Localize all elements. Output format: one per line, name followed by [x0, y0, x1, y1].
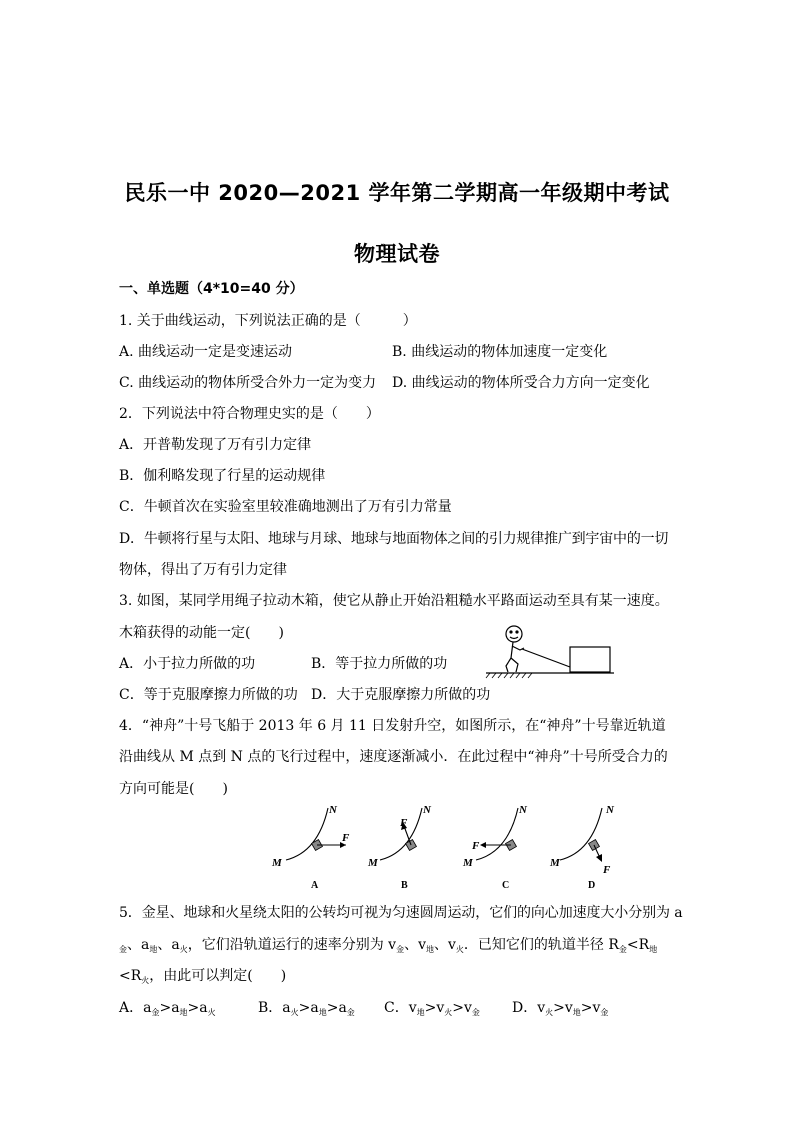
- q5-option-a: A．$a_金>a_地>a_火$: [119, 1000, 216, 1017]
- q5-option-b: B．$a_火>a_地>a_金$: [258, 1000, 355, 1017]
- q5-option-d: D．$v_火>v_地>v_金$: [512, 1000, 609, 1017]
- q4-figure-b: [360, 800, 460, 896]
- point-m-label: M: [368, 857, 378, 869]
- point-n-label: N: [329, 804, 337, 816]
- pulling-box-figure: [482, 620, 617, 682]
- q3-stem-line1: 3. 如图，某同学用绳子拉动木箱，使它从静止开始沿粗糙水平路面运动至具有某一速度。: [119, 593, 669, 609]
- point-n-label: N: [606, 804, 614, 816]
- figure-caption-a: A: [311, 880, 319, 891]
- figure-caption-d: D: [588, 880, 596, 891]
- q1-stem: 1. 关于曲线运动，下列说法正确的是（ ）: [119, 313, 417, 329]
- q2-stem: 2．下列说法中符合物理史实的是（ ）: [119, 406, 380, 422]
- exam-title: 民乐一中 2020—2021 学年第二学期高一年级期中考试: [124, 181, 670, 205]
- q3-option-a: A．小于拉力所做的功: [119, 656, 256, 672]
- q4-stem-line1: 4．“神舟”十号飞船于 2013 年 6 月 11 日发射升空，如图所示，在“神舟”十号靠近轨道: [119, 718, 666, 734]
- point-m-label: M: [550, 857, 560, 869]
- q3-option-b: B．等于拉力所做的功: [311, 656, 448, 672]
- exam-subtitle: 物理试卷: [354, 242, 440, 266]
- point-m-label: M: [272, 857, 282, 869]
- q5-stem-line3: $<R_火$，由此可以判定( ): [119, 968, 287, 985]
- q3-option-c: C．等于克服摩擦力所做的功: [119, 687, 298, 703]
- point-n-label: N: [519, 804, 527, 816]
- q3-option-d: D．大于克服摩擦力所做的功: [311, 687, 491, 703]
- force-f-label: F: [603, 864, 611, 876]
- q4-stem-line2: 沿曲线从 M 点到 N 点的飞行过程中，速度逐渐减小．在此过程中“神舟”十号所受合力的: [119, 749, 668, 765]
- q2-option-d-line1: D．牛顿将行星与太阳、地球与月球、地球与地面物体之间的引力规律推广到宇宙中的一切: [119, 531, 669, 547]
- q2-option-d-line2: 物体，得出了万有引力定律: [119, 562, 287, 578]
- figure-caption-c: C: [502, 880, 510, 891]
- q2-option-a: A．开普勒发现了万有引力定律: [119, 437, 312, 453]
- figure-caption-b: B: [401, 880, 408, 891]
- force-f-label: F: [342, 832, 350, 844]
- q2-option-b: B．伽利略发现了行星的运动规律: [119, 468, 326, 484]
- q4-stem-line3: 方向可能是( ): [119, 781, 228, 797]
- q1-option-b: B. 曲线运动的物体加速度一定变化: [392, 344, 608, 360]
- point-m-label: M: [463, 857, 473, 869]
- q5-option-c: C．$v_地>v_火>v_金$: [384, 1000, 480, 1017]
- section-heading: 一、单选题（4*10=40 分）: [119, 281, 304, 297]
- point-n-label: N: [423, 804, 431, 816]
- q4-figure-d: [540, 800, 640, 896]
- q3-stem-line2: 木箱获得的动能一定( ): [119, 625, 284, 641]
- q5-stem-line2: $_金$、$a_地$、$a_火$，它们沿轨道运行的速率分别为 $v_金$、$v_地$、$v_火$．已知它们的轨道半径 $R_金<R_地$: [119, 937, 658, 954]
- q4-figure-a: [266, 800, 370, 896]
- force-f-label: F: [472, 840, 480, 852]
- q1-option-a: A. 曲线运动一定是变速运动: [119, 344, 293, 360]
- q1-option-c: C. 曲线运动的物体所受合外力一定为变力: [119, 375, 377, 391]
- q2-option-c: C．牛顿首次在实验室里较准确地测出了万有引力常量: [119, 499, 452, 515]
- q5-stem-line1: 5．金星、地球和火星绕太阳的公转均可视为匀速圆周运动，它们的向心加速度大小分别为 a: [119, 905, 683, 921]
- q1-option-d: D. 曲线运动的物体所受合力方向一定变化: [392, 375, 650, 391]
- force-f-label: F: [400, 817, 408, 829]
